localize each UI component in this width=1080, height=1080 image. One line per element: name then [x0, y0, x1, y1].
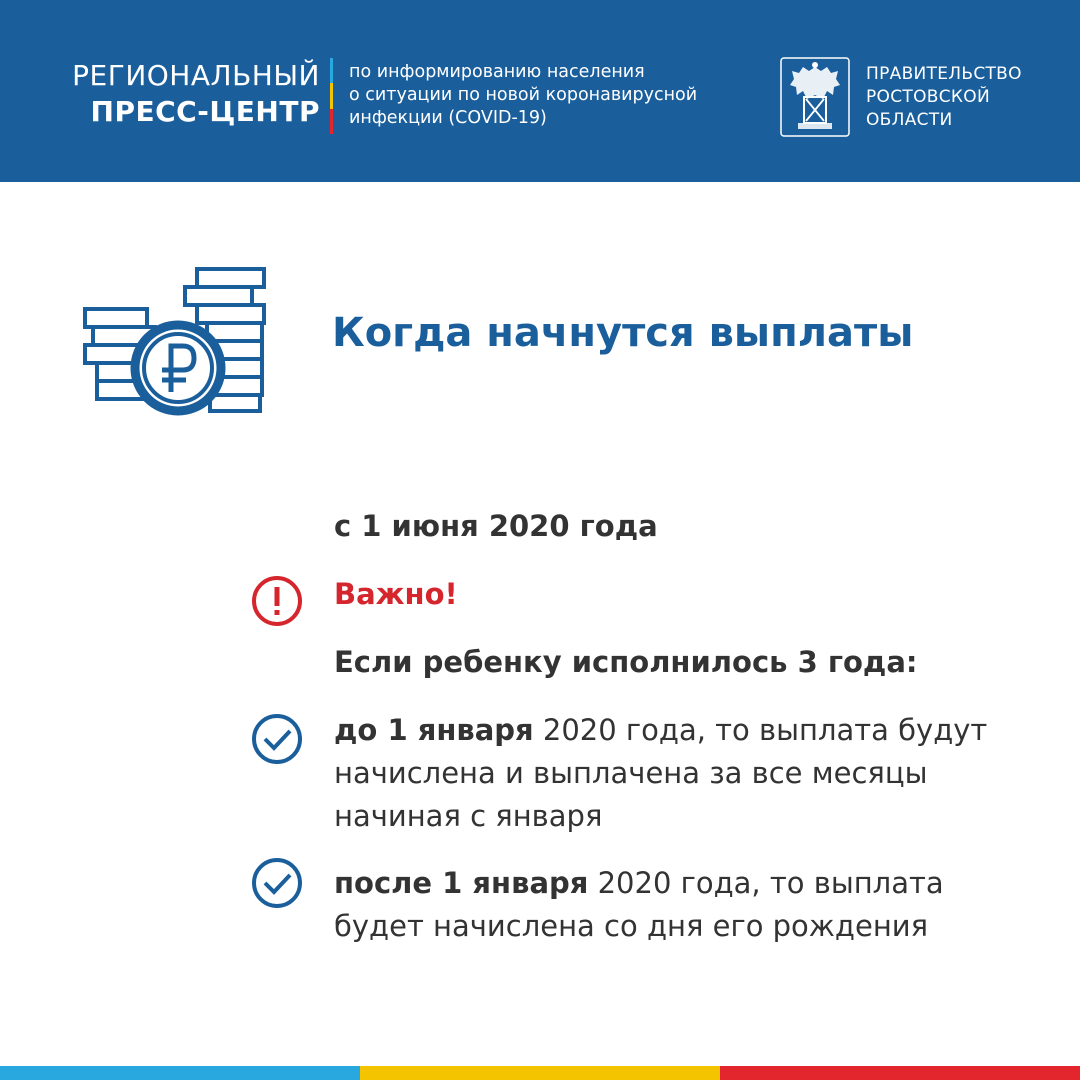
brand-line-2: ПРЕСС-ЦЕНТР: [90, 95, 320, 128]
list-item-text: 2020 года, то выплата будут начислена и выплачена за все месяцы начиная с января: [334, 713, 988, 833]
check-circle-icon: [251, 713, 303, 765]
list-item-text: 2020 года, то выплата будет начислена со дня его рождения: [334, 866, 944, 943]
gov-line-2: РОСТОВСКОЙ: [866, 87, 990, 107]
brand-divider: [330, 58, 333, 134]
brand-line-1: РЕГИОНАЛЬНЫЙ: [72, 59, 320, 92]
gov-line-3: ОБЛАСТИ: [866, 110, 953, 130]
government-name: [866, 63, 1022, 132]
footer-stripe-blue: [0, 1066, 360, 1080]
footer-color-strip: [0, 1066, 1080, 1080]
coat-of-arms-icon: [780, 57, 850, 137]
list-item-bold: после 1 января: [334, 866, 589, 900]
header-subtitle: [349, 61, 697, 130]
subtitle-line-2: о ситуации по новой коронавирусной: [349, 85, 698, 105]
condition-heading: Если ребенку исполнилось 3 года:: [334, 645, 918, 679]
important-label: Важно!: [334, 577, 458, 611]
check-circle-icon: [251, 857, 303, 909]
page-title: Когда начнутся выплаты: [332, 310, 914, 356]
list-item: [334, 862, 1034, 948]
subtitle-line-1: по информированию населения: [349, 62, 645, 82]
list-item: [334, 709, 1034, 838]
footer-stripe-yellow: [360, 1066, 720, 1080]
footer-stripe-red: [720, 1066, 1080, 1080]
press-center-logo: [72, 58, 320, 130]
gov-line-1: ПРАВИТЕЛЬСТВО: [866, 64, 1022, 84]
header-banner: [0, 0, 1080, 182]
subtitle-line-3: инфекции (COVID-19): [349, 108, 547, 128]
ruble-coins-icon: [82, 266, 272, 416]
list-item-bold: до 1 января: [334, 713, 534, 747]
payment-start-date: с 1 июня 2020 года: [334, 509, 658, 543]
exclamation-circle-icon: [251, 575, 303, 627]
